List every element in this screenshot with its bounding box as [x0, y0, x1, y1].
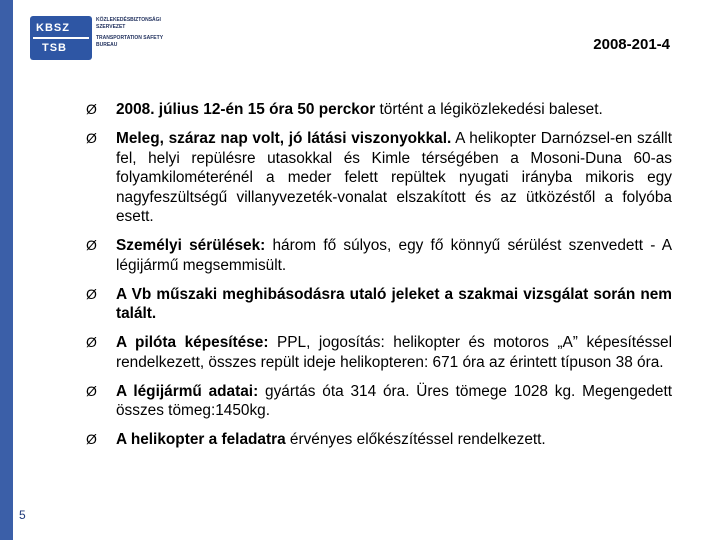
logo-badge [30, 16, 92, 60]
logo-badge-line2: TSB [42, 42, 67, 54]
bullet-arrow-icon: Ø [86, 101, 97, 117]
bullet-text: érvényes előkészítéssel rendelkezett. [285, 431, 546, 448]
bullet-bold-text: A pilóta képesítése: [116, 334, 269, 351]
org-hu-line1: KÖZLEKEDÉSBIZTONSÁGI [96, 17, 161, 23]
bullet-list [86, 100, 672, 459]
org-en-line2: BUREAU [96, 41, 118, 48]
bullet-text: PPL, jogosítás: helikopter és motoros „A” képesítéssel rendelkezett, összes repült ideje helikopteren: 671 óra az érintett típuson 38 óra. [116, 334, 672, 371]
bullet-text: három fő súlyos, egy fő könnyű sérülést szenvedett - A légijármű megsemmisült. [116, 237, 672, 274]
bullet-text: gyártás óta 314 óra. Üres tömege 1028 kg. Megengedett összes tömeg:1450kg. [116, 382, 672, 419]
logo-org-text [96, 17, 174, 48]
bullet-text: A helikopter Darnózsel-en szállt fel, helyi repülésre utasokkal és Kimle térségében a Mosoni-Duna 60-as folyamkilométerénél a meder felett repültek nyugati irányba mikoris egy nagyfeszültségű villanyvezeték-vonalat elszakított és az ütközéstől a folyóba esett. [116, 130, 673, 225]
bullet-bold-text: Személyi sérülések: [116, 237, 266, 254]
bullet-text: történt a légiközlekedési baleset. [375, 101, 603, 118]
org-hu-line2: SZERVEZET [96, 23, 126, 30]
bullet-item [86, 333, 672, 372]
bullet-item [86, 382, 672, 421]
bullet-arrow-icon: Ø [86, 130, 97, 146]
side-bar [0, 0, 13, 540]
bullet-bold-text: 2008. július 12-én 15 óra 50 perckor [116, 101, 376, 118]
bullet-item [86, 100, 672, 120]
bullet-arrow-icon: Ø [86, 334, 97, 350]
bullet-item [86, 129, 672, 227]
bullet-item [86, 285, 672, 324]
bullet-arrow-icon: Ø [86, 382, 97, 399]
page-number: 5 [19, 508, 26, 522]
document-id: 2008-201-4 [593, 36, 670, 53]
bullet-item [86, 430, 672, 450]
bullet-bold-text: Meleg, száraz nap volt, jó látási viszonyokkal. [116, 130, 452, 147]
logo-stripe [33, 37, 89, 39]
bullet-arrow-icon: Ø [86, 431, 97, 447]
kbsz-tsb-logo [30, 16, 170, 60]
org-en-line1: TRANSPORTATION SAFETY [96, 35, 164, 41]
bullet-item [86, 236, 672, 275]
logo-badge-line1: KBSZ [36, 22, 70, 34]
bullet-bold-text: A Vb műszaki meghibásodásra utaló jeleket a szakmai vizsgálat során nem talált. [116, 285, 672, 322]
bullet-arrow-icon: Ø [86, 285, 97, 302]
bullet-bold-text: A helikopter a feladatra [116, 431, 286, 448]
bullet-bold-text: A légijármű adatai: [116, 382, 259, 400]
bullet-arrow-icon: Ø [86, 237, 97, 253]
